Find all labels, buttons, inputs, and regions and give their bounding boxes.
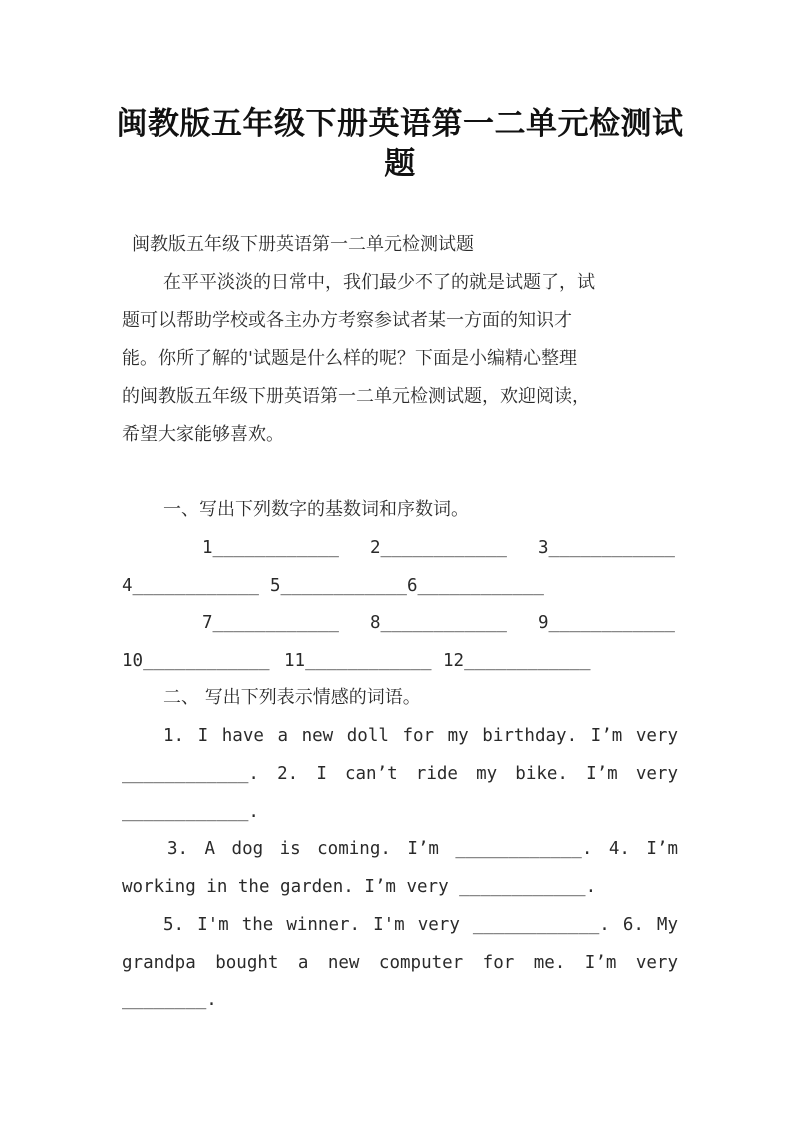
intro-line-5: 希望大家能够喜欢。 xyxy=(122,424,284,445)
emotion-line-2: ____________. 2. I can’t ride my bike. I’m very xyxy=(122,764,678,784)
emotion-line-5: working in the garden. I’m very ____________. xyxy=(122,877,597,897)
intro-line-4: 的闽教版五年级下册英语第一二单元检测试题，欢迎阅读， xyxy=(122,386,590,407)
emotion-line-1: 1. I have a new doll for my birthday. I’m very xyxy=(163,726,678,746)
section2-heading: 二、 写出下列表示情感的词语。 xyxy=(163,687,421,708)
number-blank-3: 3____________ xyxy=(538,538,675,558)
emotion-line-3: ____________. xyxy=(122,802,259,822)
number-blank-9: 9____________ xyxy=(538,613,675,633)
number-blank-11: 11____________ xyxy=(284,651,432,671)
document-title-line-2: 题 xyxy=(384,146,416,182)
number-blank-5-6: 5____________6____________ xyxy=(270,576,544,596)
emotion-line-6: 5. I'm the winner. I'm very ____________. 6. My xyxy=(163,915,678,935)
number-blank-1: 1____________ xyxy=(202,538,339,558)
number-blank-10: 10____________ xyxy=(122,651,270,671)
emotion-line-4: 3. A dog is coming. I’m ____________. 4. I’m xyxy=(167,839,678,859)
intro-line-2: 题可以帮助学校或各主办方考察参试者某一方面的知识才 xyxy=(122,310,572,331)
document-subtitle: 闽教版五年级下册英语第一二单元检测试题 xyxy=(132,234,474,255)
intro-line-3: 能。你所了解的'试题是什么样的呢？下面是小编精心整理 xyxy=(122,348,577,369)
number-blank-4: 4____________ xyxy=(122,576,259,596)
intro-line-1: 在平平淡淡的日常中，我们最少不了的就是试题了，试 xyxy=(163,272,595,293)
number-blank-2: 2____________ xyxy=(370,538,507,558)
document-title-line-1: 闽教版五年级下册英语第一二单元检测试 xyxy=(116,106,684,142)
number-blank-8: 8____________ xyxy=(370,613,507,633)
number-blank-7: 7____________ xyxy=(202,613,339,633)
emotion-line-8: ________. xyxy=(122,990,217,1010)
emotion-line-7: grandpa bought a new computer for me. I’m very xyxy=(122,953,678,973)
section1-heading: 一、写出下列数字的基数词和序数词。 xyxy=(163,499,469,520)
number-blank-12: 12____________ xyxy=(443,651,591,671)
